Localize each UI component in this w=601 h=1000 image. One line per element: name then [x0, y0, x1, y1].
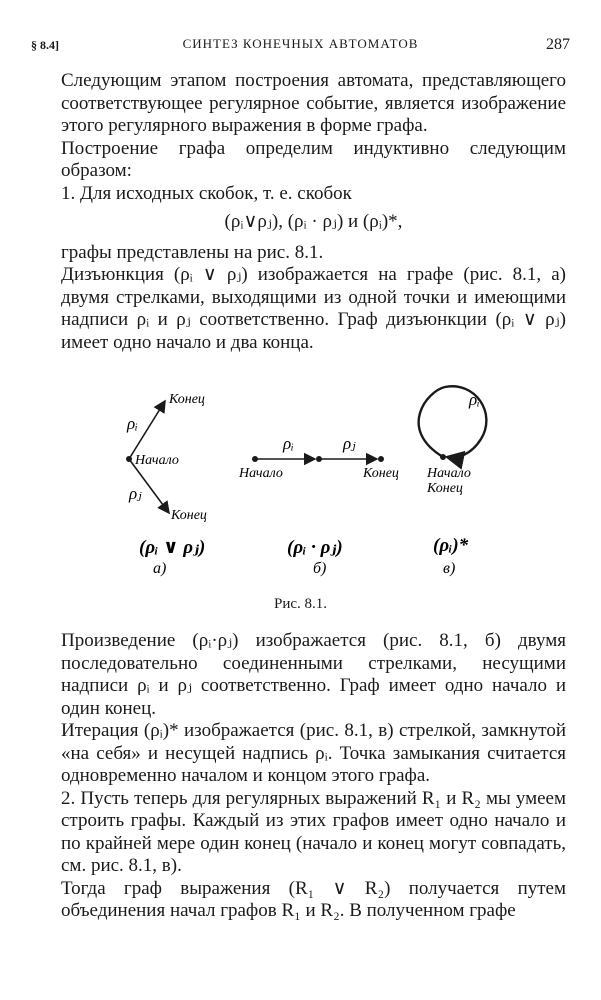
graph-product: [238, 434, 399, 577]
label-a-bottom-end: Конец: [171, 508, 207, 523]
formula-brackets: (ρᵢ∨ρⱼ), (ρᵢ · ρⱼ) и (ρᵢ)*,: [224, 211, 403, 232]
figure-caption: Рис. 8.1.: [273, 596, 328, 612]
paragraph-item-1: 1. Для исходных скобок, т. е. скобок: [61, 182, 352, 204]
label-a-rho-j: ρⱼ: [129, 484, 142, 503]
label-c-rho-i: ρᵢ: [469, 390, 480, 409]
paragraph-iteration: Итерация (ρᵢ)* изображается (рис. 8.1, в) стрелкой, замкнутой «на себя» и несущей надпись ρᵢ. Точка замыкания считается одновременно началом и концом этого графа.: [61, 720, 566, 786]
label-a-start: Начало: [135, 453, 179, 468]
page-number: 287: [546, 36, 570, 53]
graph-iteration: [419, 386, 487, 577]
expr-b: (ρᵢ · ρⱼ): [287, 537, 343, 558]
paragraph-product: Произведение (ρᵢ·ρⱼ) изображается (рис. 8.1, б) двумя последовательно соединенными стрелками, несущими надписи ρᵢ и ρⱼ соответственно. Граф имеет одно начало и один конец.: [61, 630, 566, 719]
chapter-title: СИНТЕЗ КОНЕЧНЫХ АВТОМАТОВ: [182, 36, 419, 51]
label-a-rho-i: ρᵢ: [127, 414, 138, 433]
top-text-block: [61, 70, 566, 354]
label-c-end: Конец: [427, 481, 463, 496]
paragraph-disjunction: Дизъюнкция (ρᵢ ∨ ρⱼ) изображается на графе (рис. 8.1, а) двумя стрелками, выходящими из одной точки и имеющими надписи ρᵢ и ρⱼ соответственно. Граф дизъюнкции (ρᵢ ∨ ρⱼ) имеет одно начало и два конца.: [61, 264, 566, 353]
figure-8-1: [61, 385, 566, 615]
label-b-end: Конец: [363, 466, 399, 481]
graph-disjunction: [126, 392, 207, 577]
label-c-start: Начало: [427, 466, 471, 481]
label-b-rho-i: ρᵢ: [283, 434, 294, 453]
paragraph-union: Тогда граф выражения (R₁ ∨ R₂) получается путем объединения начал графов R₁ и R₂. В полученном графе: [61, 877, 566, 921]
label-a-top-end: Конец: [169, 392, 205, 407]
letter-b: б): [313, 560, 327, 577]
label-b-rho-j: ρⱼ: [343, 434, 356, 453]
paragraph-intro: Следующим этапом построения автомата, представляющего соответствующее регулярное событие, является изображение этого регулярного выражения в форме графа.: [61, 70, 566, 136]
letter-c: в): [443, 560, 456, 577]
paragraph-graphs-shown: графы представлены на рис. 8.1.: [61, 241, 324, 263]
letter-a: а): [153, 560, 167, 577]
expr-a: (ρᵢ ∨ ρⱼ): [139, 537, 206, 558]
paragraph-construction: Построение графа определим индуктивно следующим образом:: [61, 137, 566, 181]
paragraph-item-2: 2. Пусть теперь для регулярных выражений R₁ и R₂ мы умеем строить графы. Каждый из этих графов имеет одно начало и по крайней мере один конец (начало и конец могут совпадать, см. рис. 8.1, в).: [61, 787, 566, 876]
bottom-text-block: [61, 630, 566, 923]
running-header: [31, 36, 570, 58]
end-node-b: [378, 456, 384, 462]
expr-c: (ρᵢ)*: [433, 535, 469, 556]
figure-diagram: [61, 385, 566, 595]
label-b-start: Начало: [239, 466, 283, 481]
section-number: § 8.4]: [31, 38, 59, 52]
